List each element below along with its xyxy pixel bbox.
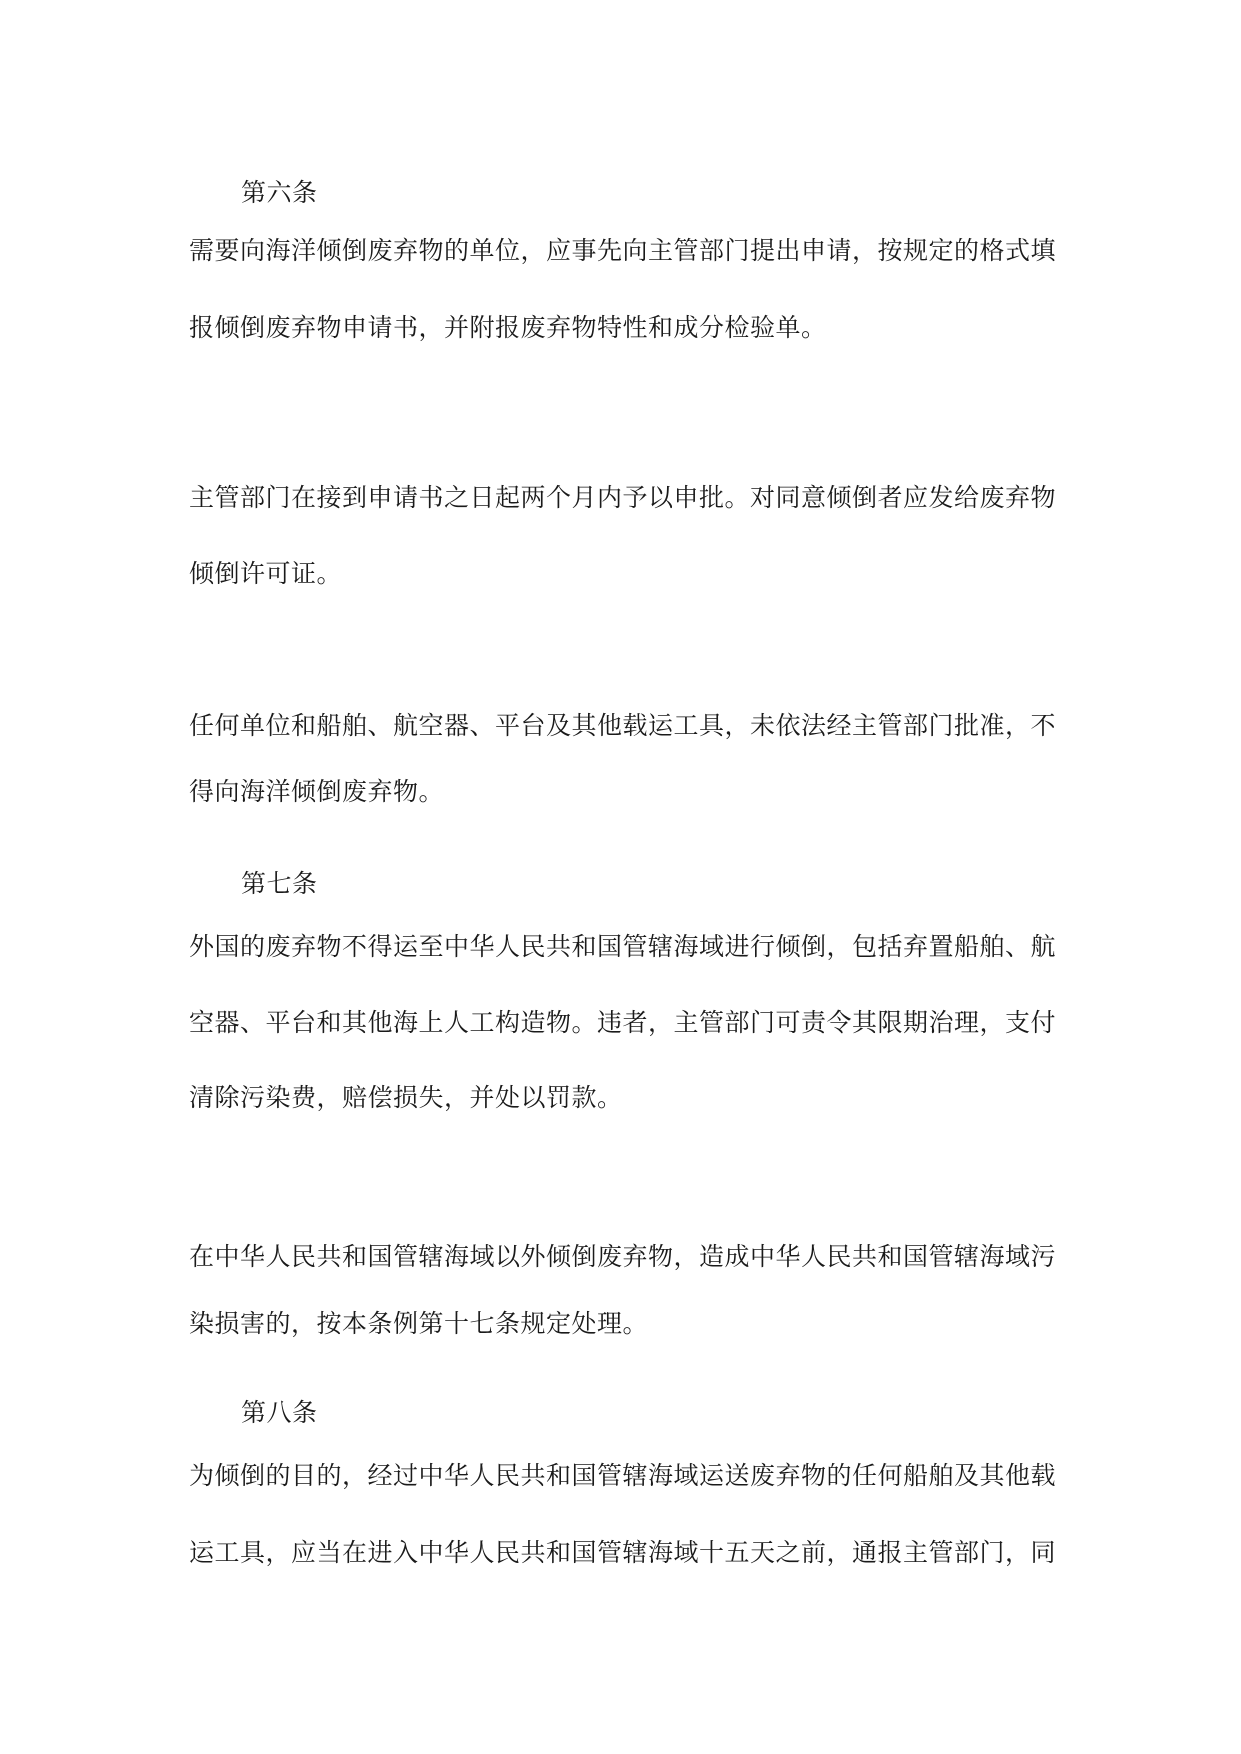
article-6-heading: 第六条: [241, 178, 318, 207]
article-8-heading: 第八条: [241, 1398, 318, 1427]
article-6-paragraph-2-line-1: 主管部门在接到申请书之日起两个月内予以申批。对同意倾倒者应发给废弃物: [189, 483, 1057, 512]
article-6-paragraph-1-line-1: 需要向海洋倾倒废弃物的单位，应事先向主管部门提出申请，按规定的格式填: [189, 236, 1057, 265]
article-7-paragraph-1-line-1: 外国的废弃物不得运至中华人民共和国管辖海域进行倾倒，包括弃置船舶、航: [189, 932, 1057, 961]
article-6-paragraph-1-line-2: 报倾倒废弃物申请书，并附报废弃物特性和成分检验单。: [189, 313, 827, 342]
article-8-paragraph-1-line-2: 运工具，应当在进入中华人民共和国管辖海域十五天之前，通报主管部门，同: [189, 1538, 1057, 1567]
article-6-paragraph-2-line-2: 倾倒许可证。: [189, 559, 343, 588]
article-7-paragraph-1-line-2: 空器、平台和其他海上人工构造物。违者，主管部门可责令其限期治理，支付: [189, 1008, 1057, 1037]
article-6-paragraph-3-line-1: 任何单位和船舶、航空器、平台及其他载运工具，未依法经主管部门批准，不: [189, 711, 1057, 740]
article-7-paragraph-1-line-3: 清除污染费，赔偿损失，并处以罚款。: [189, 1083, 623, 1112]
article-7-paragraph-2-line-1: 在中华人民共和国管辖海域以外倾倒废弃物，造成中华人民共和国管辖海域污: [189, 1242, 1057, 1271]
article-7-heading: 第七条: [241, 869, 318, 898]
article-8-paragraph-1-line-1: 为倾倒的目的，经过中华人民共和国管辖海域运送废弃物的任何船舶及其他载: [189, 1461, 1057, 1490]
article-6-paragraph-3-line-2: 得向海洋倾倒废弃物。: [189, 777, 445, 806]
article-7-paragraph-2-line-2: 染损害的，按本条例第十七条规定处理。: [189, 1309, 649, 1338]
